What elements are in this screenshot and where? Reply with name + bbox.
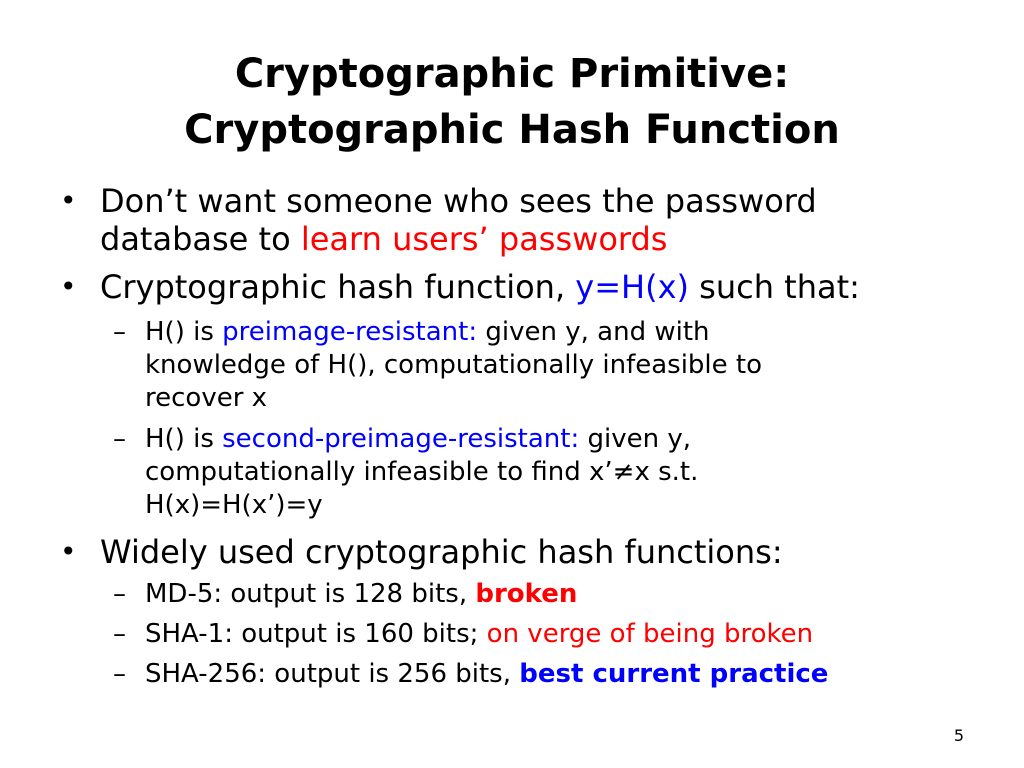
- bullet-3-line-1: Widely used cryptographic hash functions:: [100, 533, 783, 571]
- sub-bullet-marker: –: [113, 659, 126, 689]
- sub-bullet-marker: –: [113, 424, 126, 454]
- bullet-2-highlight: y=H(x): [575, 268, 689, 306]
- sub-bullet-2-2-prefix: H() is: [145, 424, 223, 454]
- sub-bullet-2-1-line-2: knowledge of H(), computationally infeasible to: [145, 350, 763, 380]
- sub-bullet-3-2-highlight: on verge of being broken: [486, 619, 814, 649]
- sub-bullet-marker: –: [113, 579, 126, 609]
- bullet-1-line-2: [100, 220, 667, 258]
- bullet-2-line-1: [100, 268, 860, 306]
- bullet-1-text: database to: [100, 220, 301, 258]
- sub-bullet-3-3-highlight: best current practice: [519, 659, 829, 689]
- bullet-2-tail: such that:: [689, 268, 860, 306]
- sub-bullet-marker: –: [113, 619, 126, 649]
- sub-bullet-2-2-tail: given y,: [579, 424, 692, 454]
- bullet-marker: •: [60, 535, 77, 568]
- sub-bullet-2-1-tail: given y, and with: [477, 317, 710, 347]
- sub-bullet-3-3: [145, 658, 828, 691]
- sub-bullet-3-2-text: SHA-1: output is 160 bits;: [145, 619, 487, 649]
- title-line-1: Cryptographic Primitive:: [234, 51, 790, 97]
- bullet-2-text: Cryptographic hash function,: [100, 268, 576, 306]
- sub-bullet-3-1-text: MD-5: output is 128 bits,: [145, 579, 476, 609]
- sub-bullet-2-2-line-1: [145, 423, 691, 456]
- bullet-1-highlight: learn users’ passwords: [300, 220, 668, 258]
- sub-bullet-2-1-line-3: recover x: [145, 383, 268, 413]
- bullet-marker: •: [60, 184, 77, 217]
- bullet-marker: •: [60, 270, 77, 303]
- sub-bullet-2-2-highlight: second-preimage-resistant:: [222, 424, 580, 454]
- sub-bullet-2-1-prefix: H() is: [145, 317, 223, 347]
- sub-bullet-2-2-line-3: H(x)=H(x’)=y: [145, 490, 323, 520]
- title-line-2: Cryptographic Hash Function: [184, 107, 840, 153]
- sub-bullet-3-1-highlight: broken: [475, 579, 578, 609]
- bullet-1-line-1: Don’t want someone who sees the password: [100, 182, 817, 220]
- page-number: 5: [953, 726, 964, 745]
- sub-bullet-3-2: [145, 618, 813, 651]
- sub-bullet-2-1-highlight: preimage-resistant:: [222, 317, 478, 347]
- sub-bullet-2-1-line-1: [145, 316, 710, 349]
- sub-bullet-2-2-line-2: computationally infeasible to find x’≠x s.t.: [145, 457, 699, 487]
- sub-bullet-marker: –: [113, 317, 126, 347]
- sub-bullet-3-1: [145, 578, 577, 611]
- sub-bullet-3-3-text: SHA-256: output is 256 bits,: [145, 659, 520, 689]
